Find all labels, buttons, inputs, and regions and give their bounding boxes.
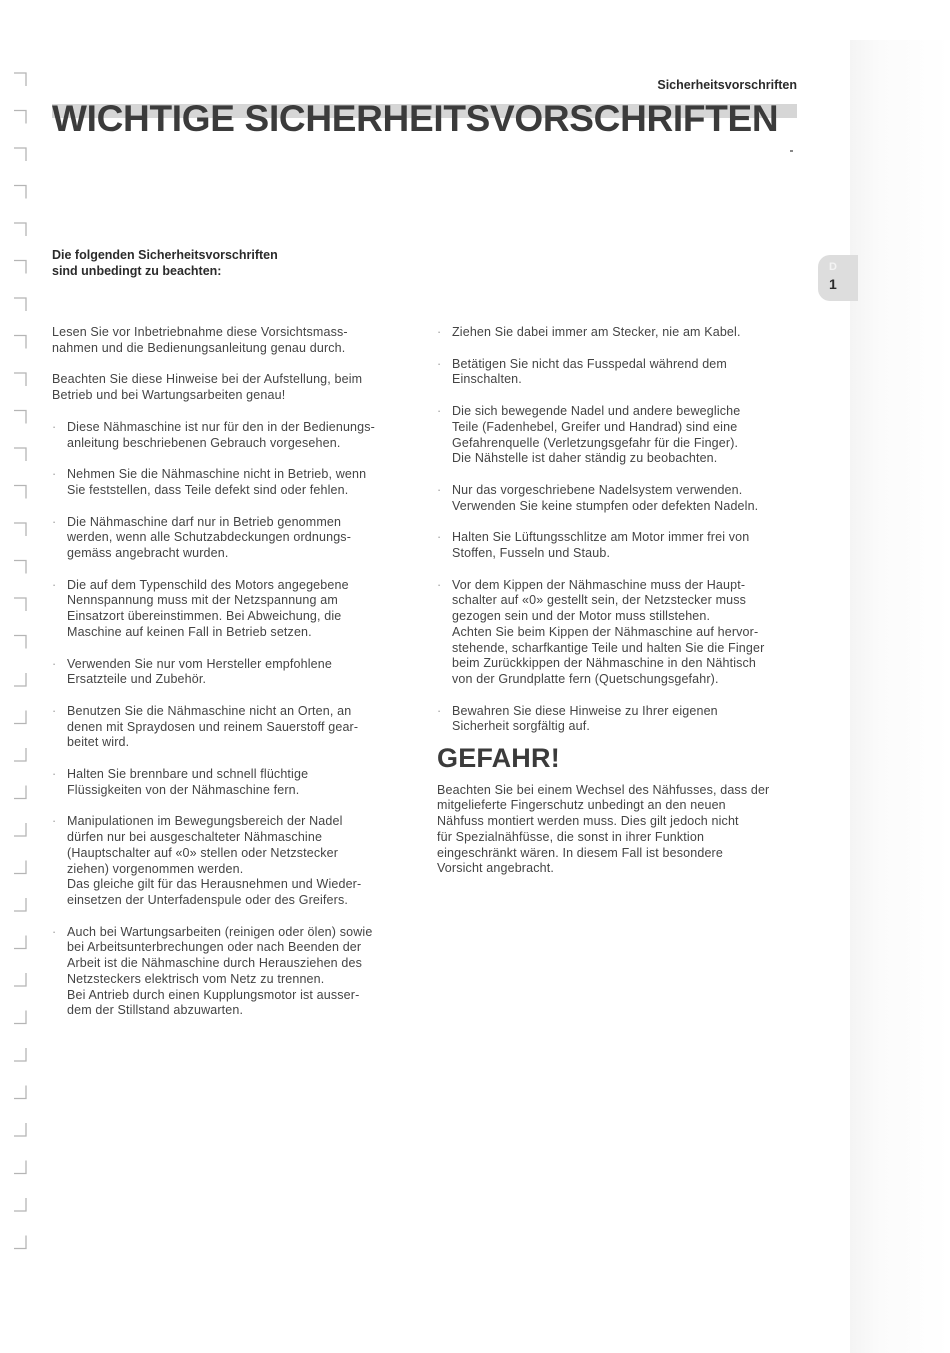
left-safety-list xyxy=(52,420,422,1019)
binding-mark xyxy=(14,298,26,311)
danger-text: Beachten Sie bei einem Wechsel des Nähfusses, dass der mitgelieferte Fingerschutz unbedingt an den neuen Nähfuss montiert werden muss. Dies gilt jedoch nicht für Spezialnähfüsse, die sonst in ihrer Funktion eingeschränkt wären. In diesem Fall ist besondere Vorsicht angebracht. xyxy=(437,782,770,876)
list-item-text: Diese Nähmaschine ist nur für den in der Bedienungs- anleitung beschriebenen Gebrauch vorgesehen. xyxy=(67,419,375,450)
list-item xyxy=(437,357,807,388)
page-edge-shadow xyxy=(850,40,950,1353)
bullet-marker: · xyxy=(437,530,442,545)
binding-mark xyxy=(14,1048,26,1061)
list-item-text: Die sich bewegende Nadel und andere bewegliche Teile (Fadenhebel, Greifer und Handrad) sind eine Gefahrenquelle (Verletzungsgefahr für die Finger). Die Nähstelle ist daher ständig zu beobachten. xyxy=(452,404,741,466)
list-item-text: Auch bei Wartungsarbeiten (reinigen oder ölen) sowie bei Arbeitsunterbrechungen oder nach Beenden der Arbeit ist die Nähmaschine durch Herausziehen des Netzsteckers elektrisch vom Netz zu trennen. Bei Antrieb durch einen Kupplungsmotor ist ausser- dem der Stillstand abzuwarten. xyxy=(67,924,373,1018)
right-column xyxy=(437,325,807,877)
paragraph-2: Beachten Sie diese Hinweise bei der Aufstellung, beim Betrieb und bei Wartungsarbeiten genau! xyxy=(52,372,363,403)
bullet-marker: · xyxy=(437,325,442,339)
binding-marks xyxy=(10,70,40,1290)
chapter-tab-letter: D xyxy=(829,261,837,273)
danger-heading: GEFAHR! xyxy=(437,743,560,774)
binding-mark xyxy=(14,486,26,499)
list-item-text: Halten Sie brennbare und schnell flüchtige Flüssigkeiten von der Nähmaschine fern. xyxy=(67,767,309,797)
list-item-text: Betätigen Sie nicht das Fusspedal während dem Einschalten. xyxy=(452,356,727,387)
binding-mark xyxy=(14,636,26,649)
list-item xyxy=(52,467,422,498)
list-item xyxy=(437,704,807,735)
binding-mark xyxy=(14,1011,26,1024)
binding-mark xyxy=(14,1161,26,1174)
binding-mark xyxy=(14,448,26,461)
list-item xyxy=(437,404,807,467)
bullet-marker: · xyxy=(52,703,57,718)
binding-mark xyxy=(14,523,26,536)
list-item-text: Halten Sie Lüftungsschlitze am Motor immer frei von Stoffen, Fusseln und Staub. xyxy=(452,530,750,561)
binding-mark xyxy=(14,973,26,986)
list-item xyxy=(52,814,422,908)
binding-mark xyxy=(14,898,26,911)
list-item-text: Ziehen Sie dabei immer am Stecker, nie am Kabel. xyxy=(452,325,741,339)
binding-mark xyxy=(14,861,26,874)
binding-mark xyxy=(14,336,26,349)
intro-line-1: Die folgenden Sicherheitsvorschriften xyxy=(52,248,278,262)
bullet-marker: · xyxy=(437,356,442,371)
binding-mark xyxy=(14,1236,26,1249)
list-item xyxy=(52,767,422,798)
list-item xyxy=(52,704,422,751)
list-item-text: Die Nähmaschine darf nur in Betrieb genommen werden, wenn alle Schutzabdeckungen ordnungs- gemäss angebracht wurden. xyxy=(67,514,352,561)
list-item xyxy=(52,420,422,451)
list-item-text: Vor dem Kippen der Nähmaschine muss der Haupt- schalter auf «0» gestellt sein, der Netzstecker muss gezogen sein und der Motor muss stillstehen. Achten Sie beim Kippen der Nähmaschine auf hervor- stehende, scharfkantige Teile und halten Sie die Finger beim Zurückkippen der Nähmaschine in den Nähtisch von der Grundplatte fern (Quetschungsgefahr). xyxy=(452,577,765,686)
binding-mark xyxy=(14,748,26,761)
binding-mark xyxy=(14,598,26,611)
bullet-marker: · xyxy=(437,703,442,718)
binding-mark xyxy=(14,1086,26,1099)
binding-mark xyxy=(14,1198,26,1211)
list-item-text: Nehmen Sie die Nähmaschine nicht in Betrieb, wenn Sie feststellen, dass Teile defekt sind oder fehlen. xyxy=(67,467,367,497)
binding-mark xyxy=(14,186,26,199)
binding-mark xyxy=(14,148,26,161)
list-item xyxy=(52,657,422,688)
binding-mark xyxy=(14,673,26,686)
intro-heading xyxy=(52,247,278,279)
bullet-marker: · xyxy=(52,767,57,782)
chapter-tab-number: 1 xyxy=(829,276,837,292)
bullet-marker: · xyxy=(52,656,57,671)
binding-mark xyxy=(14,786,26,799)
bullet-marker: · xyxy=(437,577,442,592)
binding-mark xyxy=(14,373,26,386)
list-item-text: Die auf dem Typenschild des Motors angegebene Nennspannung muss mit der Netzspannung am Einsatzort übereinstimmen. Bei Abweichung, die Maschine auf keinen Fall in Betrieb setzen. xyxy=(67,577,349,639)
section-header-label: Sicherheitsvorschriften xyxy=(657,78,797,92)
bullet-marker: · xyxy=(52,577,57,592)
bullet-marker: · xyxy=(52,514,57,529)
bullet-marker: · xyxy=(52,924,57,939)
binding-mark xyxy=(14,711,26,724)
binding-mark xyxy=(14,1123,26,1136)
bullet-marker: · xyxy=(437,482,442,497)
page-title: WICHTIGE SICHERHEITSVORSCHRIFTEN xyxy=(52,98,779,139)
paragraph-1: Lesen Sie vor Inbetriebnahme diese Vorsichtsmass- nahmen und die Bedienungsanleitung genau durch. xyxy=(52,325,348,355)
binding-mark xyxy=(14,73,26,86)
intro-line-2: sind unbedingt zu beachten: xyxy=(52,264,222,278)
binding-mark xyxy=(14,823,26,836)
left-column xyxy=(52,325,422,1035)
bullet-marker: · xyxy=(437,404,442,419)
binding-mark xyxy=(14,111,26,124)
list-item-text: Bewahren Sie diese Hinweise zu Ihrer eigenen Sicherheit sorgfältig auf. xyxy=(452,703,718,734)
list-item xyxy=(437,530,807,561)
list-item-text: Verwenden Sie nur vom Hersteller empfohlene Ersatzteile und Zubehör. xyxy=(67,656,332,687)
list-item xyxy=(52,578,422,641)
list-item xyxy=(437,578,807,688)
list-item xyxy=(437,325,807,341)
print-speck xyxy=(790,150,793,152)
binding-mark xyxy=(14,936,26,949)
binding-mark xyxy=(14,223,26,236)
list-item xyxy=(437,483,807,514)
bullet-marker: · xyxy=(52,419,57,434)
chapter-tab[interactable] xyxy=(818,255,858,301)
list-item xyxy=(52,515,422,562)
right-safety-list xyxy=(437,325,807,735)
binding-mark xyxy=(14,261,26,274)
list-item-text: Benutzen Sie die Nähmaschine nicht an Orten, an denen mit Spraydosen und reinem Sauerstoff gear- beitet wird. xyxy=(67,703,359,750)
bullet-marker: · xyxy=(52,467,57,482)
bullet-marker: · xyxy=(52,814,57,829)
binding-mark xyxy=(14,411,26,424)
list-item xyxy=(52,925,422,1019)
binding-mark xyxy=(14,561,26,574)
list-item-text: Nur das vorgeschriebene Nadelsystem verwenden. Verwenden Sie keine stumpfen oder defekten Nadeln. xyxy=(452,482,759,513)
list-item-text: Manipulationen im Bewegungsbereich der Nadel dürfen nur bei ausgeschalteter Nähmaschine (Hauptschalter auf «0» stellen oder Netzstecker ziehen) vorgenommen werden. Das gleiche gilt für das Herausnehmen und Wieder- einsetzen der Unterfadenspule oder des Greifers. xyxy=(67,814,362,907)
